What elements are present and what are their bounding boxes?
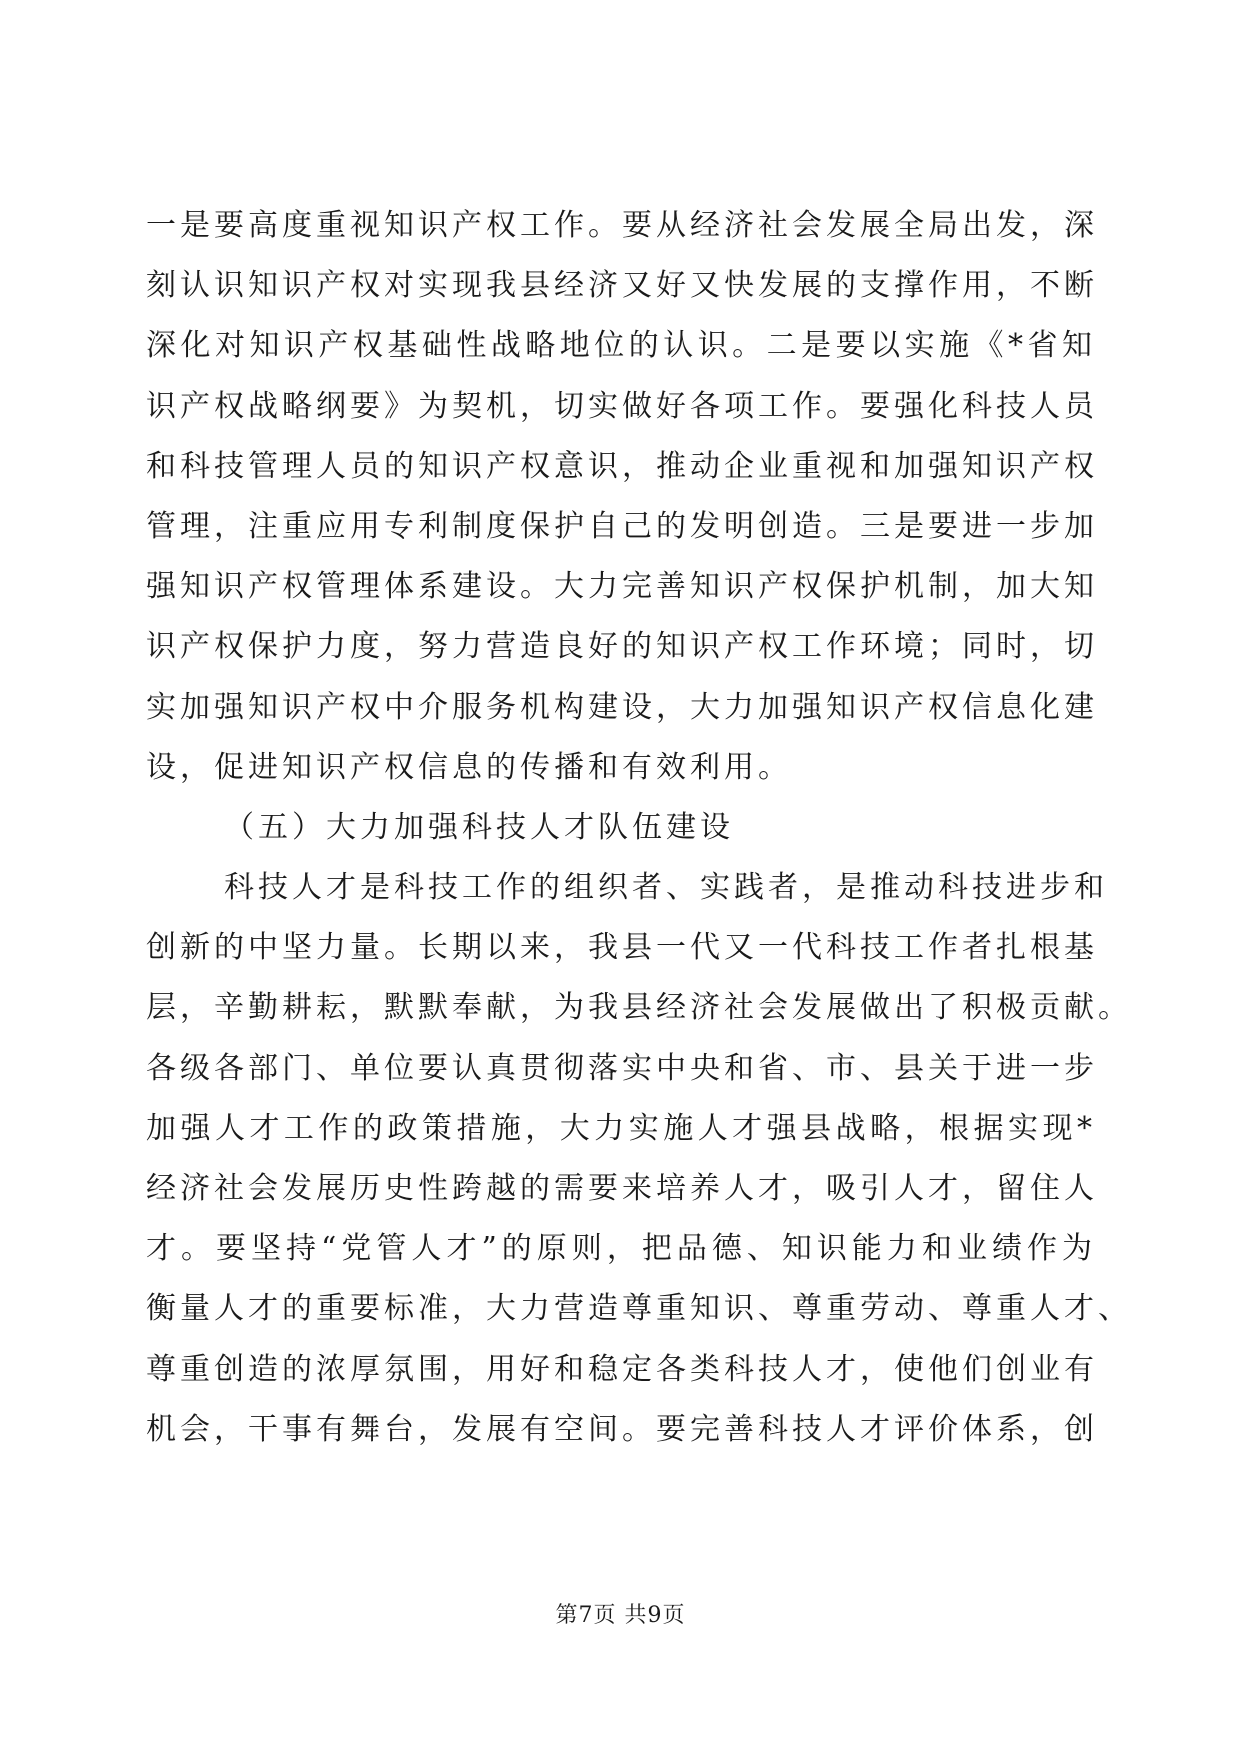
text-line: 才。要坚持“党管人才”的原则，把品德、知识能力和业绩作为 (146, 1231, 1096, 1267)
text-line: 深化对知识产权基础性战略地位的认识。二是要以实施《*省知 (146, 328, 1096, 364)
text-line: 和科技管理人员的知识产权意识，推动企业重视和加强知识产权 (146, 448, 1098, 484)
text-line: 各级各部门、单位要认真贯彻落实中央和省、市、县关于进一步 (146, 1050, 1098, 1086)
text-line: 实加强知识产权中介服务机构建设，大力加强知识产权信息化建 (146, 689, 1098, 725)
text-line: 强知识产权管理体系建设。大力完善知识产权保护机制，加大知 (146, 569, 1098, 605)
text-line: 一是要高度重视知识产权工作。要从经济社会发展全局出发，深 (146, 208, 1098, 243)
text-line: 尊重创造的浓厚氛围，用好和稳定各类科技人才，使他们创业有 (146, 1351, 1098, 1387)
text-line: 加强人才工作的政策措施，大力实施人才强县战略，根据实现* (146, 1110, 1096, 1146)
text-line: 管理，注重应用专利制度保护自己的发明创造。三是要进一步加 (146, 508, 1098, 544)
text-line-paragraph-end: 设，促进知识产权信息的传播和有效利用。 (146, 749, 792, 785)
text-line: 创新的中坚力量。长期以来，我县一代又一代科技工作者扎根基 (146, 930, 1098, 966)
text-line: 识产权战略纲要》为契机，切实做好各项工作。要强化科技人员 (146, 388, 1098, 424)
text-line: 刻认识知识产权对实现我县经济又好又快发展的支撑作用，不断 (146, 268, 1098, 304)
section-heading: （五）大力加强科技人才队伍建设 (224, 809, 734, 845)
text-line: 识产权保护力度，努力营造良好的知识产权工作环境；同时，切 (146, 629, 1098, 665)
text-line: 经济社会发展历史性跨越的需要来培养人才，吸引人才，留住人 (146, 1171, 1098, 1206)
text-line: 层，辛勤耕耘，默默奉献，为我县经济社会发展做出了积极贡献。 (146, 990, 1132, 1026)
paragraph-first-line: 科技人才是科技工作的组织者、实践者，是推动科技进步和 (224, 870, 1108, 906)
body-text (146, 196, 1132, 1460)
text-line: 机会，干事有舞台，发展有空间。要完善科技人才评价体系，创 (146, 1411, 1098, 1447)
text-line: 衡量人才的重要标准，大力营造尊重知识、尊重劳动、尊重人才、 (146, 1291, 1132, 1327)
page-number-footer: 第7页 共9页 (555, 1603, 686, 1628)
